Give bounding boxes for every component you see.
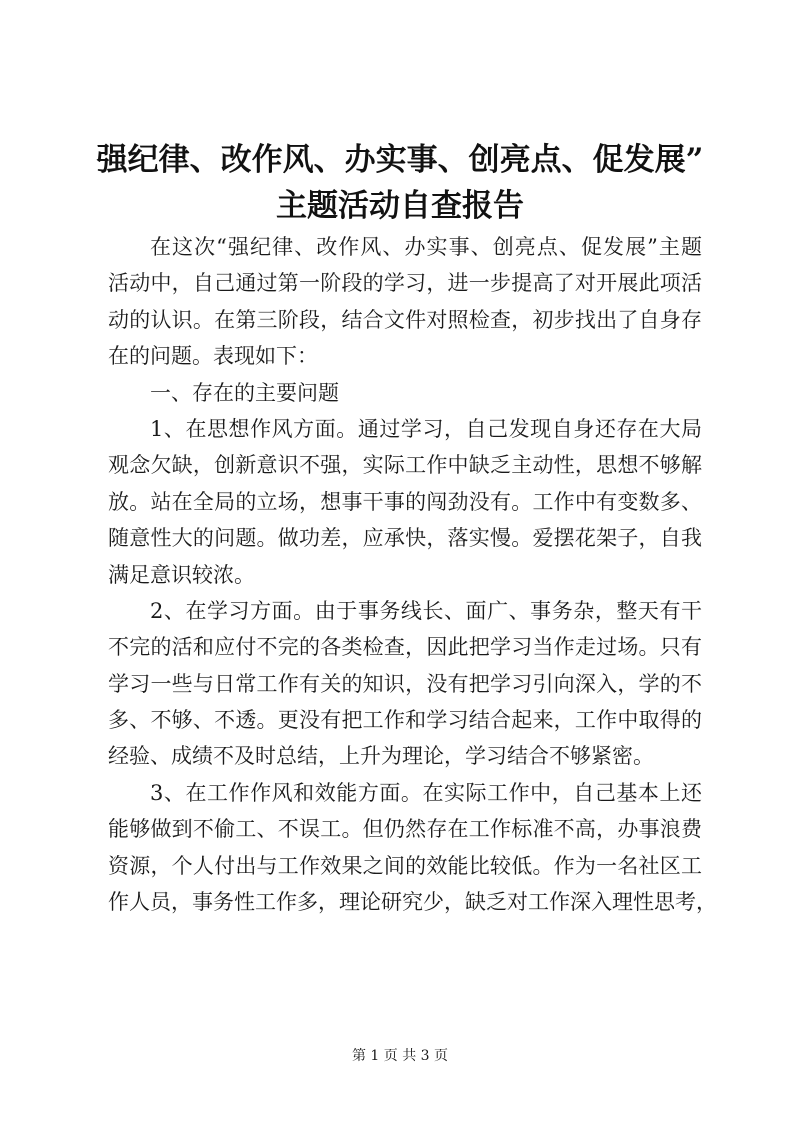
paragraph-line: 放。站在全局的立场，想事干事的闯劲没有。工作中有变数多、: [108, 489, 702, 514]
paragraph-line: 动的认识。在第三阶段，结合文件对照检查，初步找出了自身存: [108, 307, 702, 332]
paragraph-line: 多、不够、不透。更没有把工作和学习结合起来，工作中取得的: [108, 708, 702, 733]
page-footer: 第 1 页 共 3 页: [351, 1048, 449, 1064]
paragraph-line: 3、在工作作风和效能方面。在实际工作中，自己基本上还: [150, 780, 702, 805]
paragraph-line: 学习一些与日常工作有关的知识，没有把学习引向深入，学的不: [108, 671, 702, 696]
paragraph-line: 活动中，自己通过第一阶段的学习，进一步提高了对开展此项活: [108, 271, 702, 296]
paragraph-line: 在的问题。表现如下：: [108, 344, 318, 369]
paragraph: [108, 411, 702, 593]
paragraph-line: 满足意识较浓。: [108, 562, 255, 587]
paragraph-line: 经验、成绩不及时总结，上升为理论，学习结合不够紧密。: [108, 744, 654, 769]
paragraph-line: 作人员，事务性工作多，理论研究少，缺乏对工作深入理性思考，: [108, 890, 717, 915]
paragraph-line: 一、存在的主要问题: [150, 380, 339, 405]
document-body: [108, 229, 717, 920]
paragraph: [108, 593, 702, 775]
paragraph: [108, 775, 717, 921]
paragraph-line: 在这次“强纪律、改作风、办实事、创亮点、促发展”主题: [150, 235, 702, 259]
paragraph-line: 随意性大的问题。做功差，应承快，落实慢。爱摆花架子，自我: [108, 526, 702, 551]
paragraph-line: 观念欠缺，创新意识不强，实际工作中缺乏主动性，思想不够解: [108, 453, 702, 478]
paragraph: [108, 375, 702, 411]
paragraph-line: 不完的活和应付不完的各类检查，因此把学习当作走过场。只有: [108, 635, 702, 660]
paragraph-line: 能够做到不偷工、不误工。但仍然存在工作标准不高，办事浪费: [108, 817, 702, 842]
paragraph-line: 1、在思想作风方面。通过学习，自己发现自身还存在大局: [150, 416, 702, 441]
document-title-line-1: 强纪律、改作风、办实事、创亮点、促发展”: [96, 142, 704, 178]
paragraph-line: 2、在学习方面。由于事务线长、面广、事务杂，整天有干: [150, 598, 702, 623]
paragraph-line: 资源，个人付出与工作效果之间的效能比较低。作为一名社区工: [108, 853, 702, 878]
document-title-line-2: 主题活动自查报告: [276, 188, 524, 224]
paragraph: [108, 229, 702, 375]
